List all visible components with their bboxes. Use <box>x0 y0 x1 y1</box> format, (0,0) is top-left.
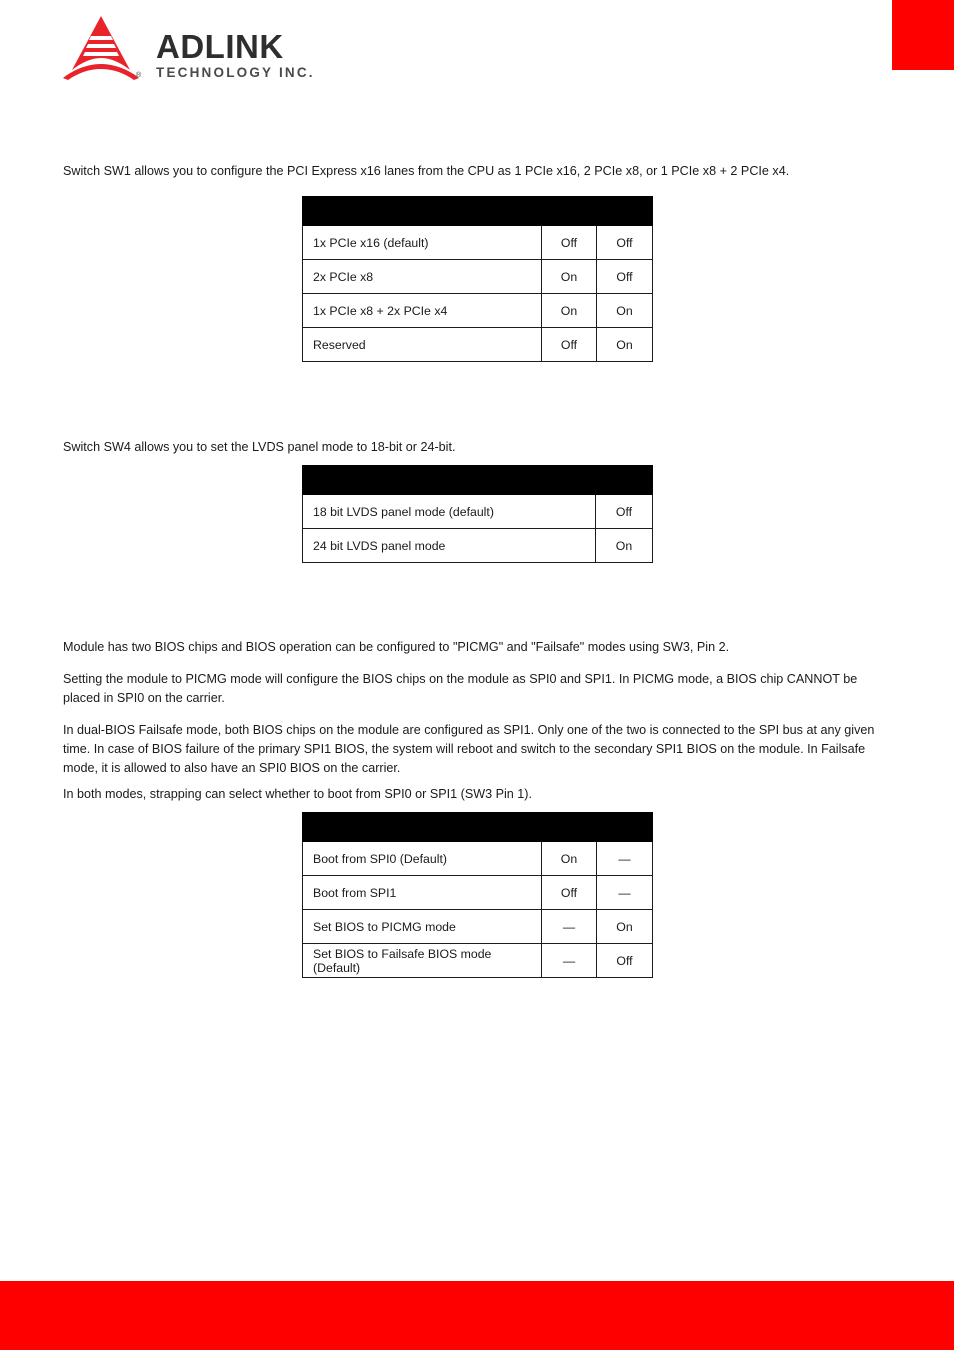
bios-paragraph-3: In dual-BIOS Failsafe mode, both BIOS chips on the module are configured as SPI1. Only one of the two is connected to the SPI bus at any given time. In case of BIOS failure of the primary SPI1 BIOS, the system will reboot and switch to the secondary SPI1 BIOS on the module. In Failsafe mode, it is allowed to also have an SPI0 BIOS on the carrier. <box>63 723 875 775</box>
cell-description: Set BIOS to PICMG mode <box>303 910 542 944</box>
header-red-accent-block <box>892 0 954 70</box>
table-row <box>303 876 653 910</box>
cell-pin2-value: On <box>597 294 653 328</box>
table-row <box>303 529 653 563</box>
sw4-header-pin1 <box>596 466 653 495</box>
bios-paragraph-1: Module has two BIOS chips and BIOS operation can be configured to "PICMG" and "Failsafe" modes using SW3, Pin 2. <box>63 640 730 654</box>
cell-pin2-value: On <box>597 328 653 362</box>
cell-pin1-value: — <box>542 910 597 944</box>
sw3-header-description <box>303 813 542 842</box>
table-header-row <box>303 197 653 226</box>
cell-pin1-value: Off <box>542 328 597 362</box>
cell-description: 18 bit LVDS panel mode (default) <box>303 495 596 529</box>
adlink-logo <box>60 14 315 86</box>
cell-pin1-value: Off <box>596 495 653 529</box>
cell-description: Boot from SPI1 <box>303 876 542 910</box>
sw3-header-pin2 <box>597 813 653 842</box>
sw3-bios-configuration-table <box>302 812 653 978</box>
sw1-header-description <box>303 197 542 226</box>
cell-pin1-value: Off <box>542 226 597 260</box>
cell-description: 24 bit LVDS panel mode <box>303 529 596 563</box>
brand-tagline: TECHNOLOGY INC. <box>156 65 315 80</box>
brand-name: ADLINK <box>156 28 284 65</box>
cell-description: Reserved <box>303 328 542 362</box>
registered-mark: ® <box>136 72 142 79</box>
table-row <box>303 294 653 328</box>
table-row <box>303 226 653 260</box>
cell-pin1-value: Off <box>542 876 597 910</box>
table-row <box>303 260 653 294</box>
cell-description: Boot from SPI0 (Default) <box>303 842 542 876</box>
table-row <box>303 910 653 944</box>
cell-description: 2x PCIe x8 <box>303 260 542 294</box>
cell-pin2-value: Off <box>597 944 653 978</box>
bios-paragraph-4: In both modes, strapping can select whether to boot from SPI0 or SPI1 (SW3 Pin 1). <box>63 787 533 801</box>
sw4-header-description <box>303 466 596 495</box>
cell-pin1-value: On <box>542 294 597 328</box>
sw1-configuration-table <box>302 196 653 362</box>
sw3-header-pin1 <box>542 813 597 842</box>
footer-red-bar <box>0 1281 954 1350</box>
cell-pin1-value: On <box>542 842 597 876</box>
cell-description: 1x PCIe x8 + 2x PCIe x4 <box>303 294 542 328</box>
cell-pin1-value: — <box>542 944 597 978</box>
table-header-row <box>303 813 653 842</box>
cell-pin1-value: On <box>596 529 653 563</box>
sw1-header-pin2 <box>597 197 653 226</box>
table-header-row <box>303 466 653 495</box>
cell-pin2-value: Off <box>597 260 653 294</box>
cell-pin2-value: — <box>597 842 653 876</box>
table-row <box>303 495 653 529</box>
adlink-wordmark <box>156 28 336 82</box>
adlink-logo-mark-icon <box>60 14 142 82</box>
cell-pin2-value: Off <box>597 226 653 260</box>
cell-description: Set BIOS to Failsafe BIOS mode (Default) <box>303 944 542 978</box>
sw1-intro-paragraph: Switch SW1 allows you to configure the PCI Express x16 lanes from the CPU as 1 PCIe x16, 2 PCIe x8, or 1 PCIe x8 + 2 PCIe x4. <box>63 164 790 178</box>
cell-description: 1x PCIe x16 (default) <box>303 226 542 260</box>
sw4-configuration-table <box>302 465 653 563</box>
table-row <box>303 944 653 978</box>
table-row <box>303 842 653 876</box>
page-header <box>0 0 954 110</box>
sw1-header-pin1 <box>542 197 597 226</box>
sw4-intro-paragraph: Switch SW4 allows you to set the LVDS panel mode to 18-bit or 24-bit. <box>63 440 456 454</box>
table-row <box>303 328 653 362</box>
cell-pin2-value: On <box>597 910 653 944</box>
cell-pin1-value: On <box>542 260 597 294</box>
cell-pin2-value: — <box>597 876 653 910</box>
bios-paragraph-2: Setting the module to PICMG mode will configure the BIOS chips on the module as SPI0 and SPI1. In PICMG mode, a BIOS chip CANNOT be placed in SPI0 on the carrier. <box>63 672 858 705</box>
